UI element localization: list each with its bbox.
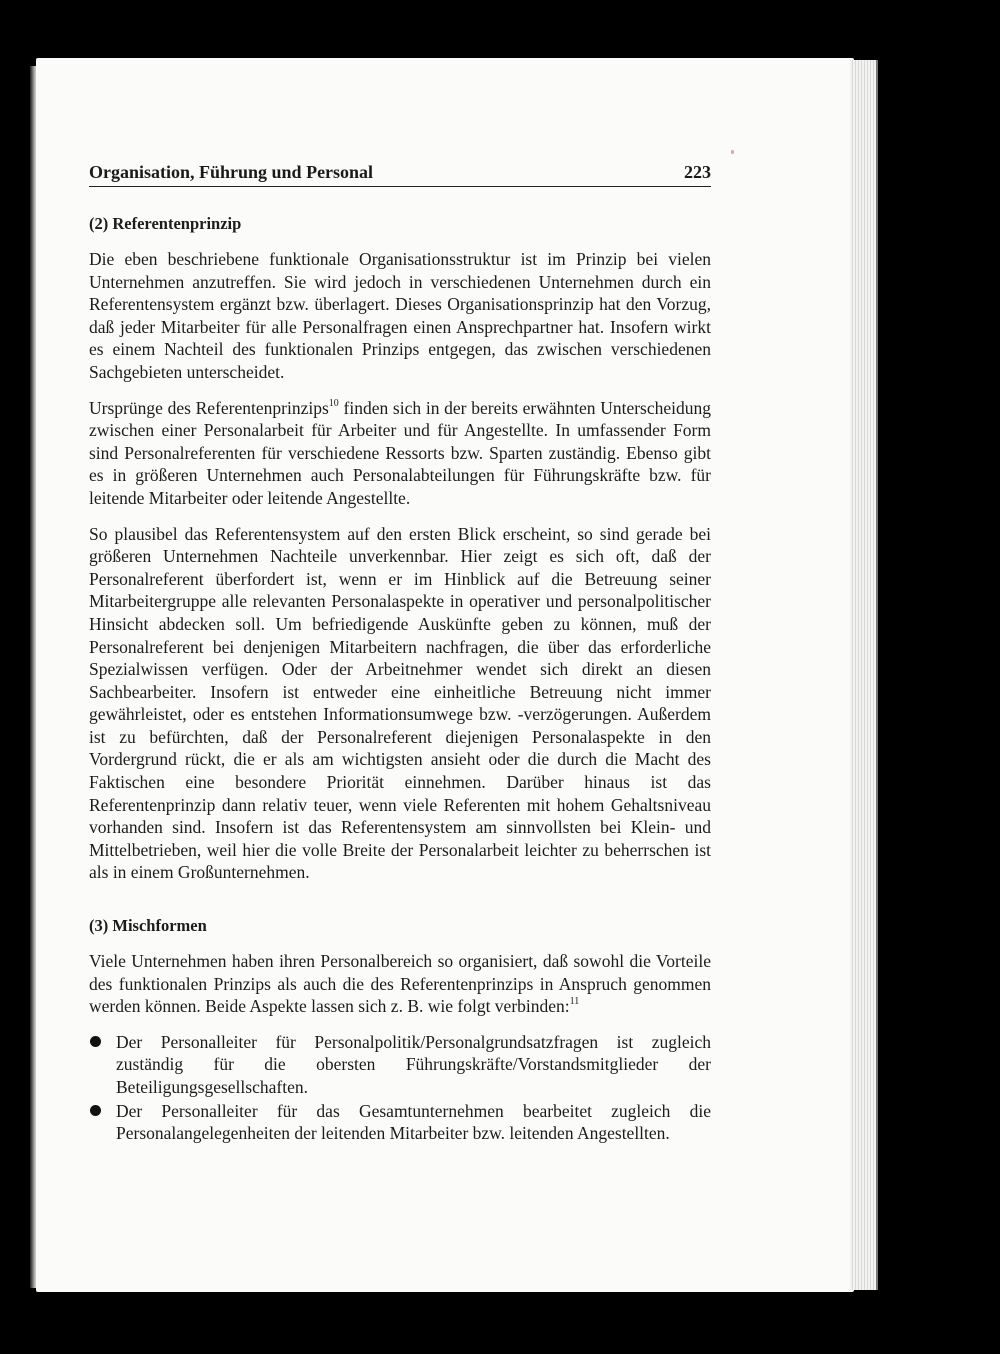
footnote-ref: 10 <box>328 397 339 409</box>
paragraph-text: Ursprünge des Referentenprinzips <box>89 397 329 418</box>
paragraph-text: finden sich in der bereits erwähnten Unterscheidung zwischen einer Personalarbeit für Arbeiter und für Angestellte. In umfassender Form sind Personalreferenten für verschiedene Ressorts bzw. Sparten zuständig. Ebenso gibt es in größeren Unternehmen auch Personalabteilungen für Führungskräfte bzw. für leitende Mitarbeiter oder leitende Angestellte. <box>89 397 711 508</box>
footnote-ref: 11 <box>569 996 580 1008</box>
page-stack-edge <box>850 60 878 1290</box>
running-header <box>89 159 711 187</box>
paragraph-text: Viele Unternehmen haben ihren Personalbereich so organisiert, daß sowohl die Vorteile des funktionalen Prinzips als auch die des Referentenprinzips in Anspruch genommen werden können. Beide Aspekte lassen sich z. B. wie folgt verbinden: <box>89 951 711 1017</box>
list-item-text: Der Personalleiter für das Gesamtunternehmen bearbeitet zugleich die Personalangelegenheiten der leitenden Mitarbeiter bzw. leitenden Angestellten. <box>116 1100 711 1144</box>
paper-speck <box>731 150 734 154</box>
page-content <box>89 213 711 1146</box>
paragraph <box>89 950 711 1018</box>
paragraph: Die eben beschriebene funktionale Organisationsstruktur ist im Prinzip bei vielen Unternehmen anzutreffen. Sie wird jedoch in verschiedenen Unternehmen durch ein Referentensystem ergänzt bzw. überlagert. Dieses Organisationsprinzip hat den Vorzug, daß jeder Mitarbeiter für alle Personalfragen einen Ansprechpartner hat. Insofern wirkt es einem Nachteil des funktionalen Prinzips entgegen, das zwischen verschiedenen Sachgebieten unterscheidet. <box>89 249 711 382</box>
bullet-icon <box>90 1036 101 1047</box>
section-heading-mischformen: (3) Mischformen <box>89 916 207 936</box>
section-heading-referentenprinzip: (2) Referentenprinzip <box>89 214 242 233</box>
bullet-icon <box>90 1105 101 1116</box>
list-item <box>89 1100 711 1145</box>
paragraph: So plausibel das Referentensystem auf den ersten Blick erscheint, so sind gerade bei größeren Unternehmen Nachteile unverkennbar. Hier zeigt es sich oft, daß der Personalreferent überfordert ist, wenn er im Hinblick auf die Betreuung seiner Mitarbeitergruppe alle relevanten Personalaspekte in operativer und personalpolitischer Hinsicht abdecken soll. Um befriedigende Auskünfte geben zu können, muß der Personalreferent bei denjenigen Mitarbeitern nachfragen, die über das erforderliche Spezialwissen verfügen. Oder der Arbeitnehmer wendet sich direkt an diesen Sachbearbeiter. Insofern ist entweder eine einheitliche Betreuung nicht immer gewährleistet, oder es entstehen Informationsumwege bzw. -verzögerungen. Außerdem ist zu befürchten, daß der Personalreferent diejenigen Personalaspekte in den Vordergrund rückt, die er als am wichtigsten ansieht oder die durch die Macht des Faktischen eine besondere Priorität einnehmen. Darüber hinaus ist das Referentenprinzip dann relativ teuer, wenn viele Referenten mit hohem Gehaltsniveau vorhanden sind. Insofern ist das Referentensystem am sinnvollsten bei Klein- und Mittelbetrieben, weil hier die volle Breite der Personalarbeit leichter zu beherrschen ist als in einem Großunternehmen. <box>89 523 711 883</box>
list-item <box>89 1031 711 1099</box>
running-header-title: Organisation, Führung und Personal <box>89 162 374 182</box>
page-number: 223 <box>684 162 711 182</box>
list-item-text: Der Personalleiter für Personalpolitik/Personalgrundsatzfragen ist zugleich zuständig für die obersten Führungskräfte/Vorstandsmitglieder der Beteiligungsgesellschaften. <box>116 1031 711 1097</box>
paragraph <box>89 397 711 510</box>
bullet-list <box>89 1031 711 1145</box>
